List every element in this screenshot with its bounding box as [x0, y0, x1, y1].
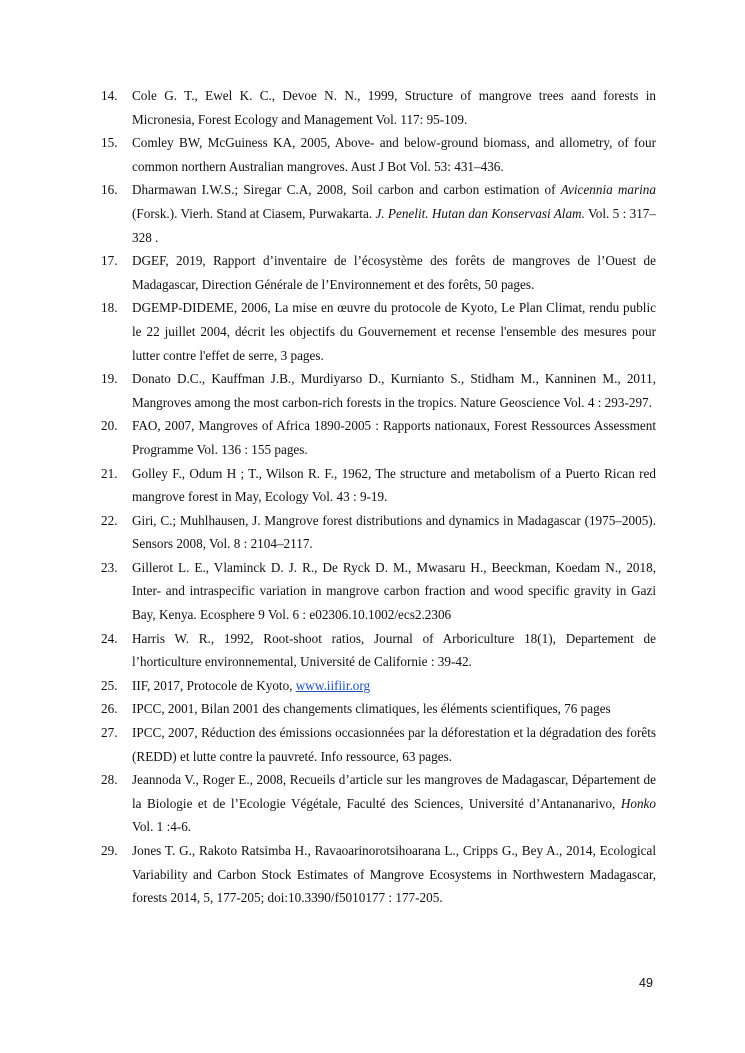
reference-number: 16. [101, 182, 118, 198]
reference-text: Giri, C.; Muhlhausen, J. Mangrove forest distributions and dynamics in Madagascar (1975–2005). Sensors 2008, Vol. 8 : 2104–2117. [132, 512, 656, 552]
reference-text: (Forsk.). Vierh. Stand at Ciasem, Purwakarta. [132, 205, 376, 221]
reference-text: Gillerot L. E., Vlaminck D. J. R., De Ryck D. M., Mwasaru H., Beeckman, Koedam N., 2018, Inter- and intraspecific variation in mangrove carbon fraction and wood specific gravity in Gazi Bay, Kenya. Ecosphere 9 Vol. 6 : e02306.10.1002/ecs2.2306 [132, 559, 656, 623]
reference-text: DGEF, 2019, Rapport d’inventaire de l’écosystème des forêts de mangroves de l’Ouest de Madagascar, Direction Générale de l’Environnement et des forêts, 50 pages. [132, 253, 656, 292]
reference-italic-text: Honko [620, 795, 656, 811]
reference-item [101, 414, 656, 461]
reference-number: 23. [101, 559, 118, 575]
reference-number: 25. [101, 677, 118, 693]
reference-text: Harris W. R., 1992, Root-shoot ratios, Journal of Arboriculture 18(1), Departement de l’horticulture environnemental, Université de Californie : 39-42. [132, 630, 656, 670]
reference-italic-text: J. Penelit. Hutan dan Konservasi Alam. [375, 205, 585, 221]
reference-item [101, 462, 656, 509]
reference-item [101, 627, 656, 674]
reference-text: Jones T. G., Rakoto Ratsimba H., Ravaoarinorotsihoarana L., Cripps G., Bey A., 2014, Ecological Variability and Carbon Stock Estimates of Mangrove Ecosystems in Northwestern Madagascar, forests 2014, 5, 177-205; doi:10.3390/f5010177 : 177-205. [132, 843, 656, 906]
reference-item [101, 697, 656, 721]
reference-number: 15. [101, 135, 118, 151]
reference-item [101, 768, 656, 839]
reference-number: 28. [101, 772, 118, 788]
reference-text: IIF, 2017, Protocole de Kyoto, [132, 677, 296, 693]
reference-number: 29. [101, 843, 118, 858]
reference-text: FAO, 2007, Mangroves of Africa 1890-2005 : Rapports nationaux, Forest Ressources Assessment Programme Vol. 136 : 155 pages. [132, 418, 656, 457]
reference-item [101, 839, 656, 910]
reference-text: IPCC, 2007, Réduction des émissions occasionnées par la déforestation et la dégradation des forêts (REDD) et lutte contre la pauvreté. Info ressource, 63 pages. [132, 725, 656, 764]
reference-number: 18. [101, 300, 118, 316]
reference-number: 19. [101, 371, 118, 387]
reference-item [101, 131, 656, 178]
reference-item [101, 249, 656, 296]
reference-link[interactable]: www.iifiir.org [295, 677, 371, 693]
reference-italic-text: Avicennia marina [560, 182, 656, 198]
reference-number: 20. [101, 418, 118, 434]
reference-item [101, 509, 656, 556]
reference-item [101, 556, 656, 627]
reference-text: IPCC, 2001, Bilan 2001 des changements climatiques, les éléments scientifiques, 76 pages [132, 701, 611, 717]
reference-text: Jeannoda V., Roger E., 2008, Recueils d’article sur les mangroves de Madagascar, Département de la Biologie et de l’Ecologie Végétale, Faculté des Sciences, Université d’Antananarivo, [132, 772, 656, 811]
reference-item [101, 721, 656, 768]
reference-text: Vol. 5 : 317–328 . [132, 205, 656, 245]
reference-list [101, 84, 656, 910]
reference-item [101, 296, 656, 367]
reference-number: 21. [101, 465, 118, 481]
page-number: 49 [639, 976, 653, 990]
reference-number: 24. [101, 630, 118, 646]
reference-item [101, 674, 656, 698]
reference-text: Donato D.C., Kauffman J.B., Murdiyarso D., Kurnianto S., Stidham M., Kanninen M., 2011, Mangroves among the most carbon-rich forests in the tropics. Nature Geoscience Vol. 4 : 293-297. [132, 371, 656, 410]
reference-item [101, 178, 656, 249]
reference-number: 27. [101, 725, 118, 741]
reference-item [101, 84, 656, 131]
reference-number: 17. [101, 253, 118, 269]
reference-text: DGEMP-DIDEME, 2006, La mise en œuvre du protocole de Kyoto, Le Plan Climat, rendu public le 22 juillet 2004, décrit les objectifs du Gouvernement et recense l'ensemble des mesures pour lutter contre l'effet de serre, 3 pages. [132, 300, 656, 363]
reference-item [101, 367, 656, 414]
reference-number: 14. [101, 88, 118, 103]
reference-text: Cole G. T., Ewel K. C., Devoe N. N., 1999, Structure of mangrove trees aand forests in Micronesia, Forest Ecology and Management Vol. 117: 95-109. [132, 88, 656, 127]
reference-number: 26. [101, 701, 118, 717]
reference-text: Vol. 1 :4-6. [132, 819, 192, 835]
reference-text: Golley F., Odum H ; T., Wilson R. F., 1962, The structure and metabolism of a Puerto Rican red mangrove forest in May, Ecology Vol. 43 : 9-19. [132, 465, 656, 505]
reference-text: Dharmawan I.W.S.; Siregar C.A, 2008, Soil carbon and carbon estimation of [132, 182, 561, 198]
reference-text: Comley BW, McGuiness KA, 2005, Above- and below-ground biomass, and allometry, of four common northern Australian mangroves. Aust J Bot Vol. 53: 431–436. [132, 135, 656, 174]
reference-number: 22. [101, 512, 118, 528]
